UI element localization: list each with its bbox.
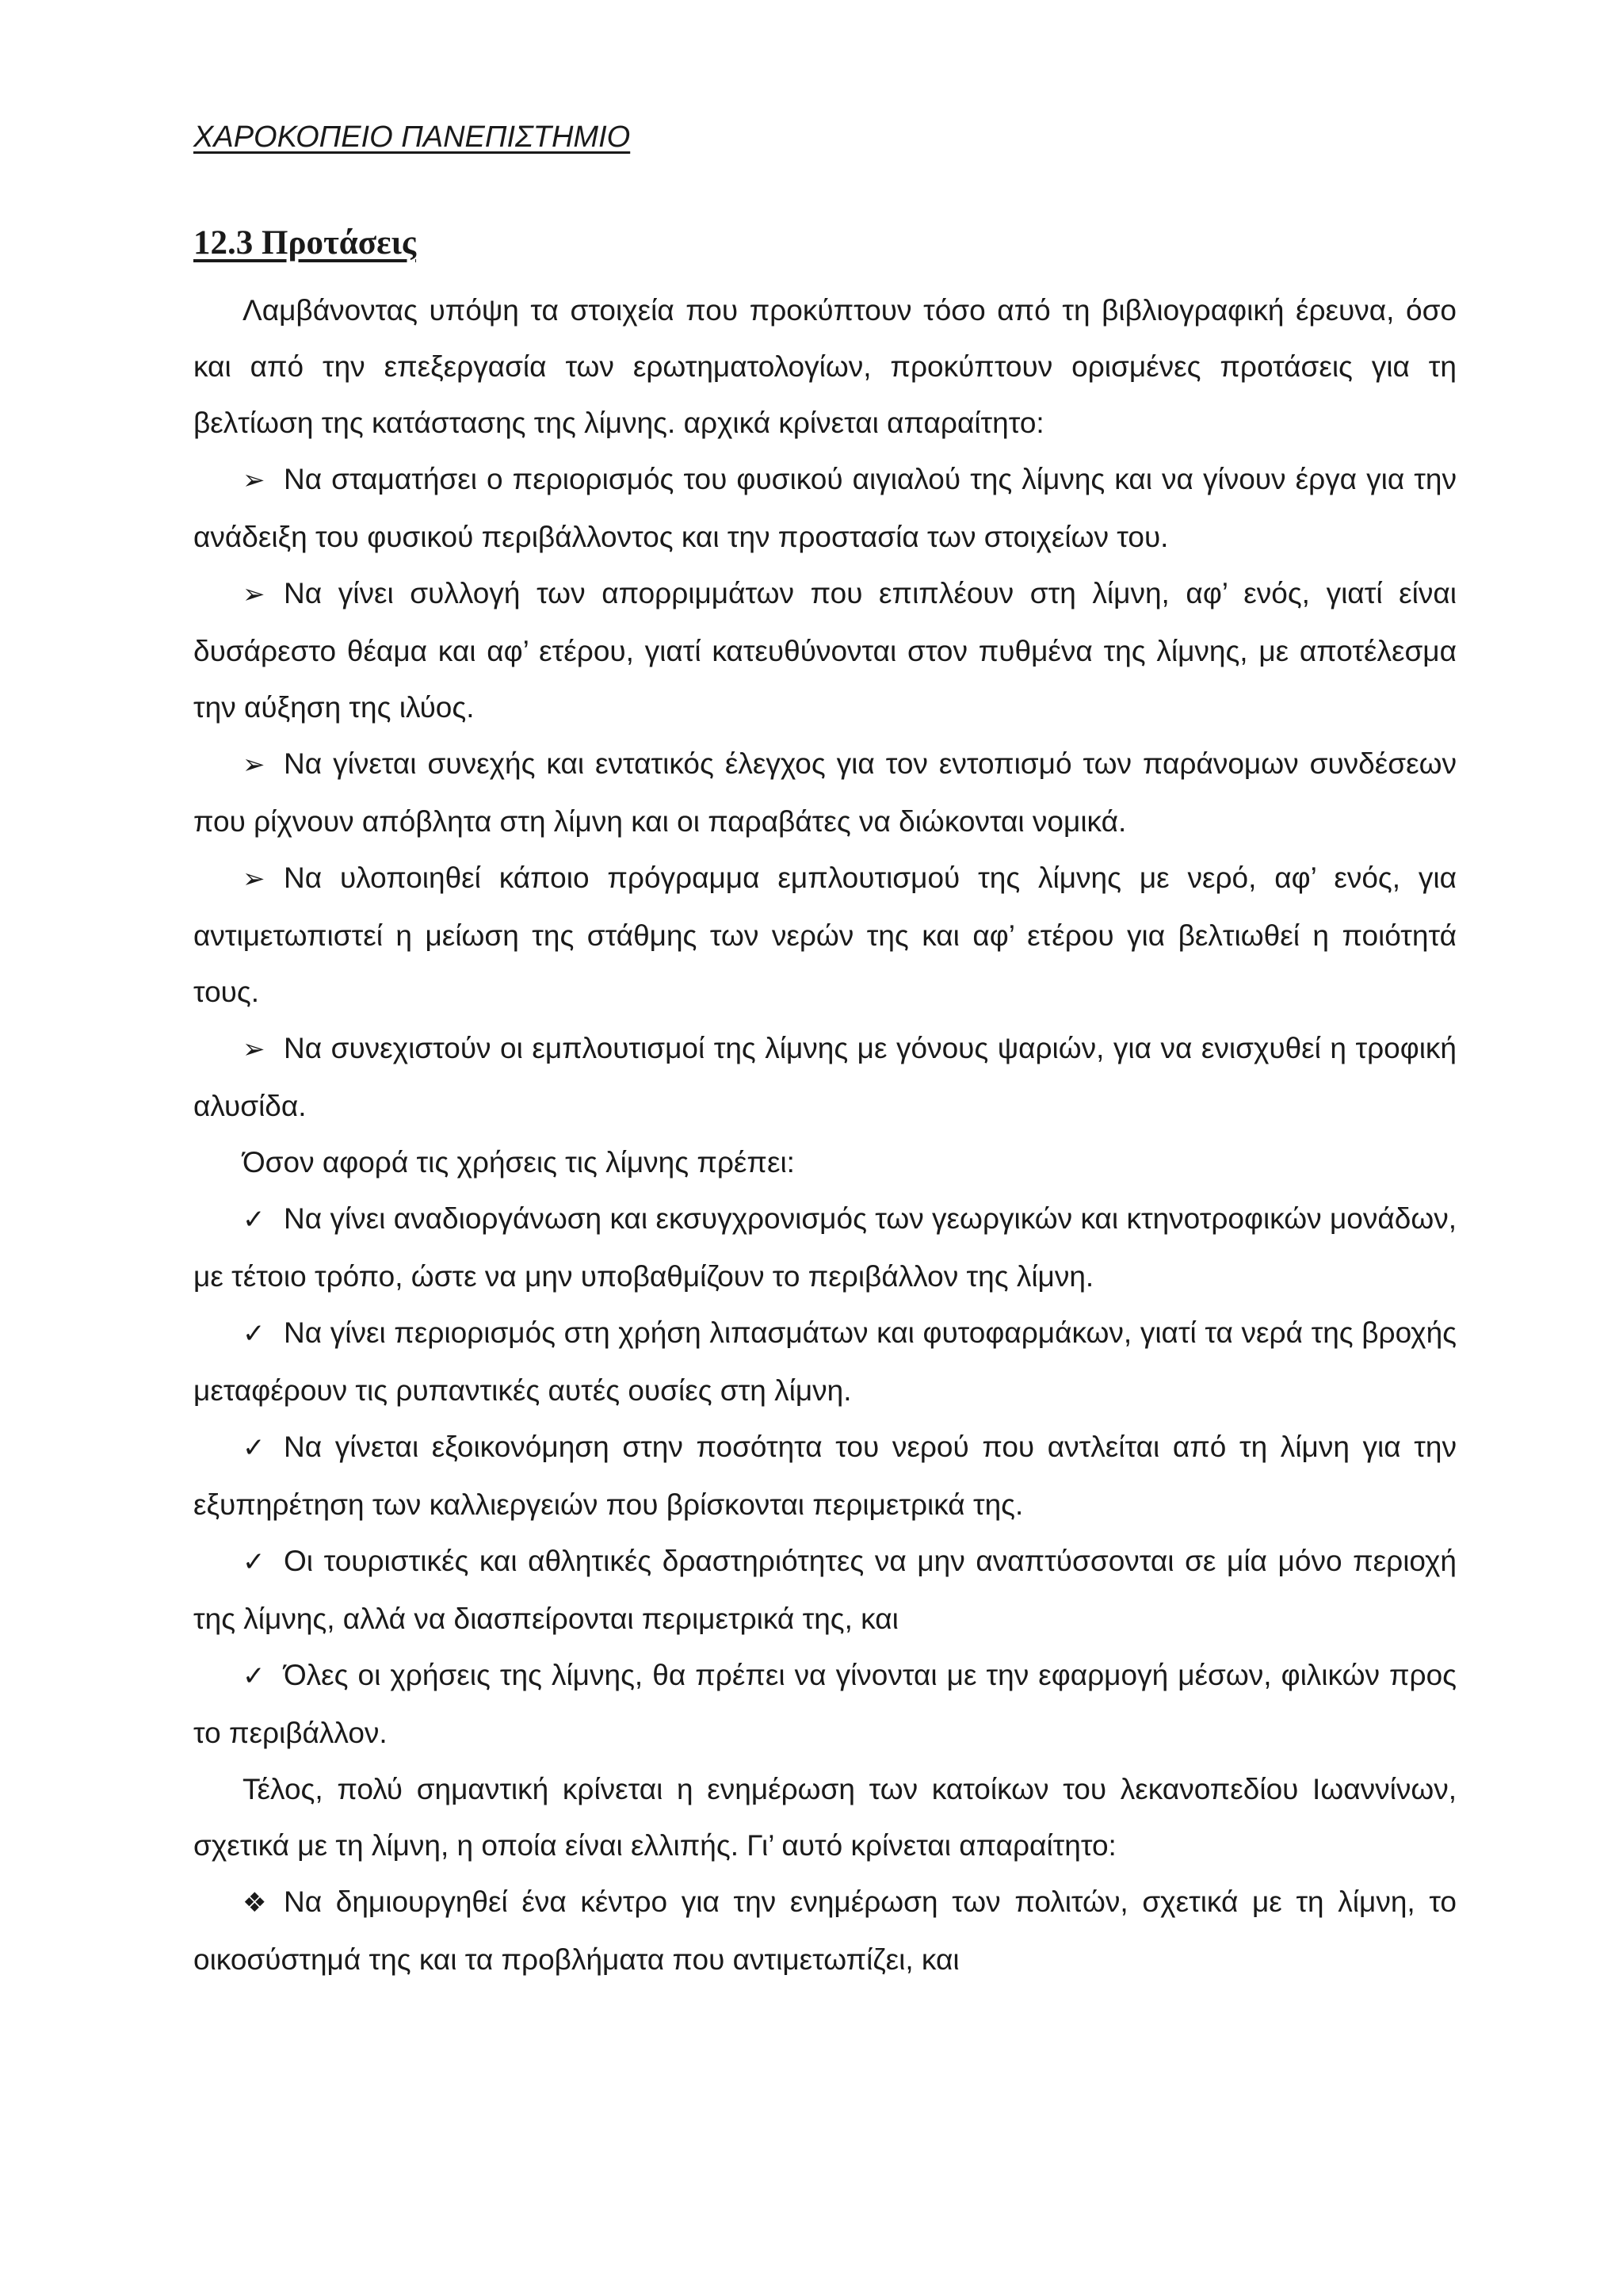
list-item — [193, 565, 1457, 735]
list-item-text: Όλες οι χρήσεις της λίμνης, θα πρέπει να γίνονται με την εφαρμογή μέσων, φιλικών προς το περιβάλλον. — [193, 1659, 1457, 1749]
list-item-text: Να συνεχιστούν οι εμπλουτισμοί της λίμνης με γόνους ψαριών, για να ενισχυθεί η τροφική αλυσίδα. — [193, 1032, 1457, 1122]
arrow-bullet-icon: ➢ — [242, 1033, 265, 1065]
arrow-bullet-icon: ➢ — [242, 863, 265, 895]
check-bullet-icon: ✓ — [242, 1204, 265, 1236]
list-item-text: Να υλοποιηθεί κάποιο πρόγραμμα εμπλουτισμού της λίμνης με νερό, αφ’ ενός, για αντιμετωπιστεί η μείωση της στάθμης των νερών της και αφ’ ετέρου για βελτιωθεί η ποιότητά τους. — [193, 861, 1457, 1008]
list-item — [193, 1647, 1457, 1761]
check-bullet-icon: ✓ — [242, 1546, 265, 1578]
check-bullet-icon: ✓ — [242, 1432, 265, 1464]
list-item-text: Να δημιουργηθεί ένα κέντρο για την ενημέρωση των πολιτών, σχετικά με τη λίμνη, το οικοσύστημά της και τα προβλήματα που αντιμετωπίζει, και — [193, 1885, 1457, 1976]
closing-intro-paragraph: Τέλος, πολύ σημαντική κρίνεται η ενημέρωση των κατοίκων του λεκανοπεδίου Ιωαννίνων, σχετικά με τη λίμνη, η οποία είναι ελλιπής. Γι’ αυτό κρίνεται απαραίτητο: — [193, 1773, 1457, 1862]
list-item-text: Να γίνεται συνεχής και εντατικός έλεγχος για τον εντοπισμό των παράνομων συνδέσεων που ρίχνουν απόβλητα στη λίμνη και οι παραβάτες να διώκονται νομικά. — [193, 747, 1457, 838]
list-item — [193, 735, 1457, 850]
check-bullet-icon: ✓ — [242, 1318, 265, 1350]
list-item-text: Να γίνει περιορισμός στη χρήση λιπασμάτων και φυτοφαρμάκων, γιατί τα νερά της βροχής μεταφέρουν τις ρυπαντικές αυτές ουσίες στη λίμνη. — [193, 1316, 1457, 1407]
diamond-bullet-icon: ❖ — [242, 1887, 267, 1919]
arrow-bullet-icon: ➢ — [242, 749, 265, 781]
section-heading: 12.3 Προτάσεις — [193, 224, 417, 262]
arrow-bullet-icon: ➢ — [242, 464, 265, 496]
list-item — [193, 850, 1457, 1020]
list-item — [193, 1874, 1457, 1988]
list-item-text: Να γίνει συλλογή των απορριμμάτων που επιπλέουν στη λίμνη, αφ’ ενός, γιατί είναι δυσάρεστο θέαμα και αφ’ ετέρου, γιατί κατευθύνονται στον πυθμένα της λίμνης, με αποτέλεσμα την αύξηση της ιλύος. — [193, 577, 1457, 724]
uses-intro-paragraph: Όσον αφορά τις χρήσεις τις λίμνης πρέπει: — [242, 1146, 795, 1179]
list-item-text: Να σταματήσει ο περιορισμός του φυσικού αιγιαλού της λίμνης και να γίνουν έργα για την ανάδειξη του φυσικού περιβάλλοντος και την προστασία των στοιχείων του. — [193, 463, 1457, 553]
list-item — [193, 1533, 1457, 1647]
list-item — [193, 1190, 1457, 1305]
check-bullet-icon: ✓ — [242, 1660, 265, 1692]
arrow-bullet-icon: ➢ — [242, 579, 265, 610]
list-item — [193, 1419, 1457, 1533]
intro-paragraph: Λαμβάνοντας υπόψη τα στοιχεία που προκύπτουν τόσο από τη βιβλιογραφική έρευνα, όσο και από την επεξεργασία των ερωτηματολογίων, προκύπτουν ορισμένες προτάσεις για τη βελτίωση της κατάστασης της λίμνης. αρχικά κρίνεται απαραίτητο: — [193, 294, 1457, 439]
list-item — [193, 1305, 1457, 1419]
list-item-text: Να γίνεται εξοικονόμηση στην ποσότητα του νερού που αντλείται από τη λίμνη για την εξυπηρέτηση των καλλιεργειών που βρίσκονται περιμετρικά της. — [193, 1431, 1457, 1521]
list-item-text: Οι τουριστικές και αθλητικές δραστηριότητες να μην αναπτύσσονται σε μία μόνο περιοχή της λίμνης, αλλά να διασπείρονται περιμετρικά της, και — [193, 1545, 1457, 1635]
list-item — [193, 451, 1457, 565]
list-item-text: Να γίνει αναδιοργάνωση και εκσυγχρονισμός των γεωργικών και κτηνοτροφικών μονάδων, με τέτοιο τρόπο, ώστε να μην υποβαθμίζουν το περιβάλλον της λίμνη. — [193, 1202, 1457, 1293]
running-header: ΧΑΡΟΚΟΠΕΙΟ ΠΑΝΕΠΙΣΤΗΜΙΟ — [193, 120, 631, 154]
document-body — [193, 282, 1457, 1988]
list-item — [193, 1020, 1457, 1134]
